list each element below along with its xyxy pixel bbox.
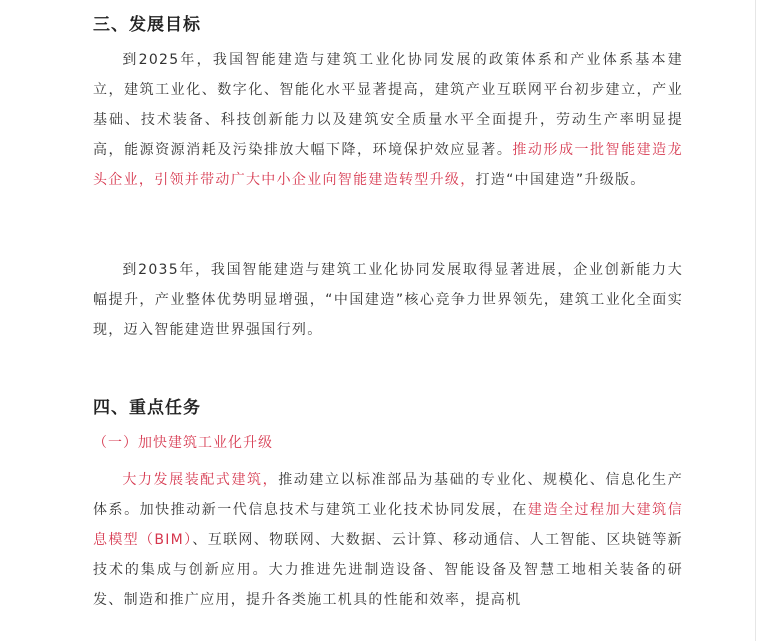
paragraph-prefab-text-continued: 、互联网、物联网、大数据、云计算、移动通信、人工智能、区块链等新技术的集成与创新应用。大力推进先进制造设备、智能设备及智慧工地相关装备的研发、制造和推广应用，提升各类施工机具的性能和效率，提高机 — [93, 532, 683, 608]
paragraph-prefab-text: 推动建立以标准部品为基础的专业化、规模化、信息化生产体系。加快推动新一代信息技术与建筑工业化技术协同发展，在 — [93, 472, 683, 518]
paragraph-2035-goals: 到2035年，我国智能建造与建筑工业化协同发展取得显著进展，企业创新能力大幅提升，产业整体优势明显增强，“中国建造”核心竞争力世界领先，建筑工业化全面实现，迈入智能建造世界强国行列。 — [93, 262, 683, 338]
paragraph-2025-text: 到2025年，我国智能建造与建筑工业化协同发展的政策体系和产业体系基本建立，建筑工业化、数字化、智能化水平显著提高，建筑产业互联网平台初步建立，产业基础、技术装备、科技创新能力以及建筑安全质量水平全面提升，劳动生产率明显提高，能源资源消耗及污染排放大幅下降，环境保护效应显著。 — [93, 52, 683, 158]
paragraph-2025-highlight: 推动形成一批智能建造龙头企业，引领并带动广大中小企业向智能建造转型升级， — [93, 142, 683, 188]
section-heading-development-goals: 三、发展目标 — [93, 15, 201, 35]
page-edge-divider — [755, 0, 756, 641]
paragraph-2025-ending: 打造“中国建造”升级版。 — [475, 172, 646, 188]
paragraph-prefabricated-buildings — [93, 465, 683, 615]
highlight-bim: 建造全过程加大建筑信息模型（BIM） — [93, 502, 683, 548]
paragraph-2025-goals — [93, 45, 683, 195]
section-heading-key-tasks: 四、重点任务 — [93, 398, 201, 418]
highlight-prefab-buildings: 大力发展装配式建筑， — [122, 472, 279, 488]
subheading-industrialization-upgrade: （一）加快建筑工业化升级 — [93, 435, 273, 451]
